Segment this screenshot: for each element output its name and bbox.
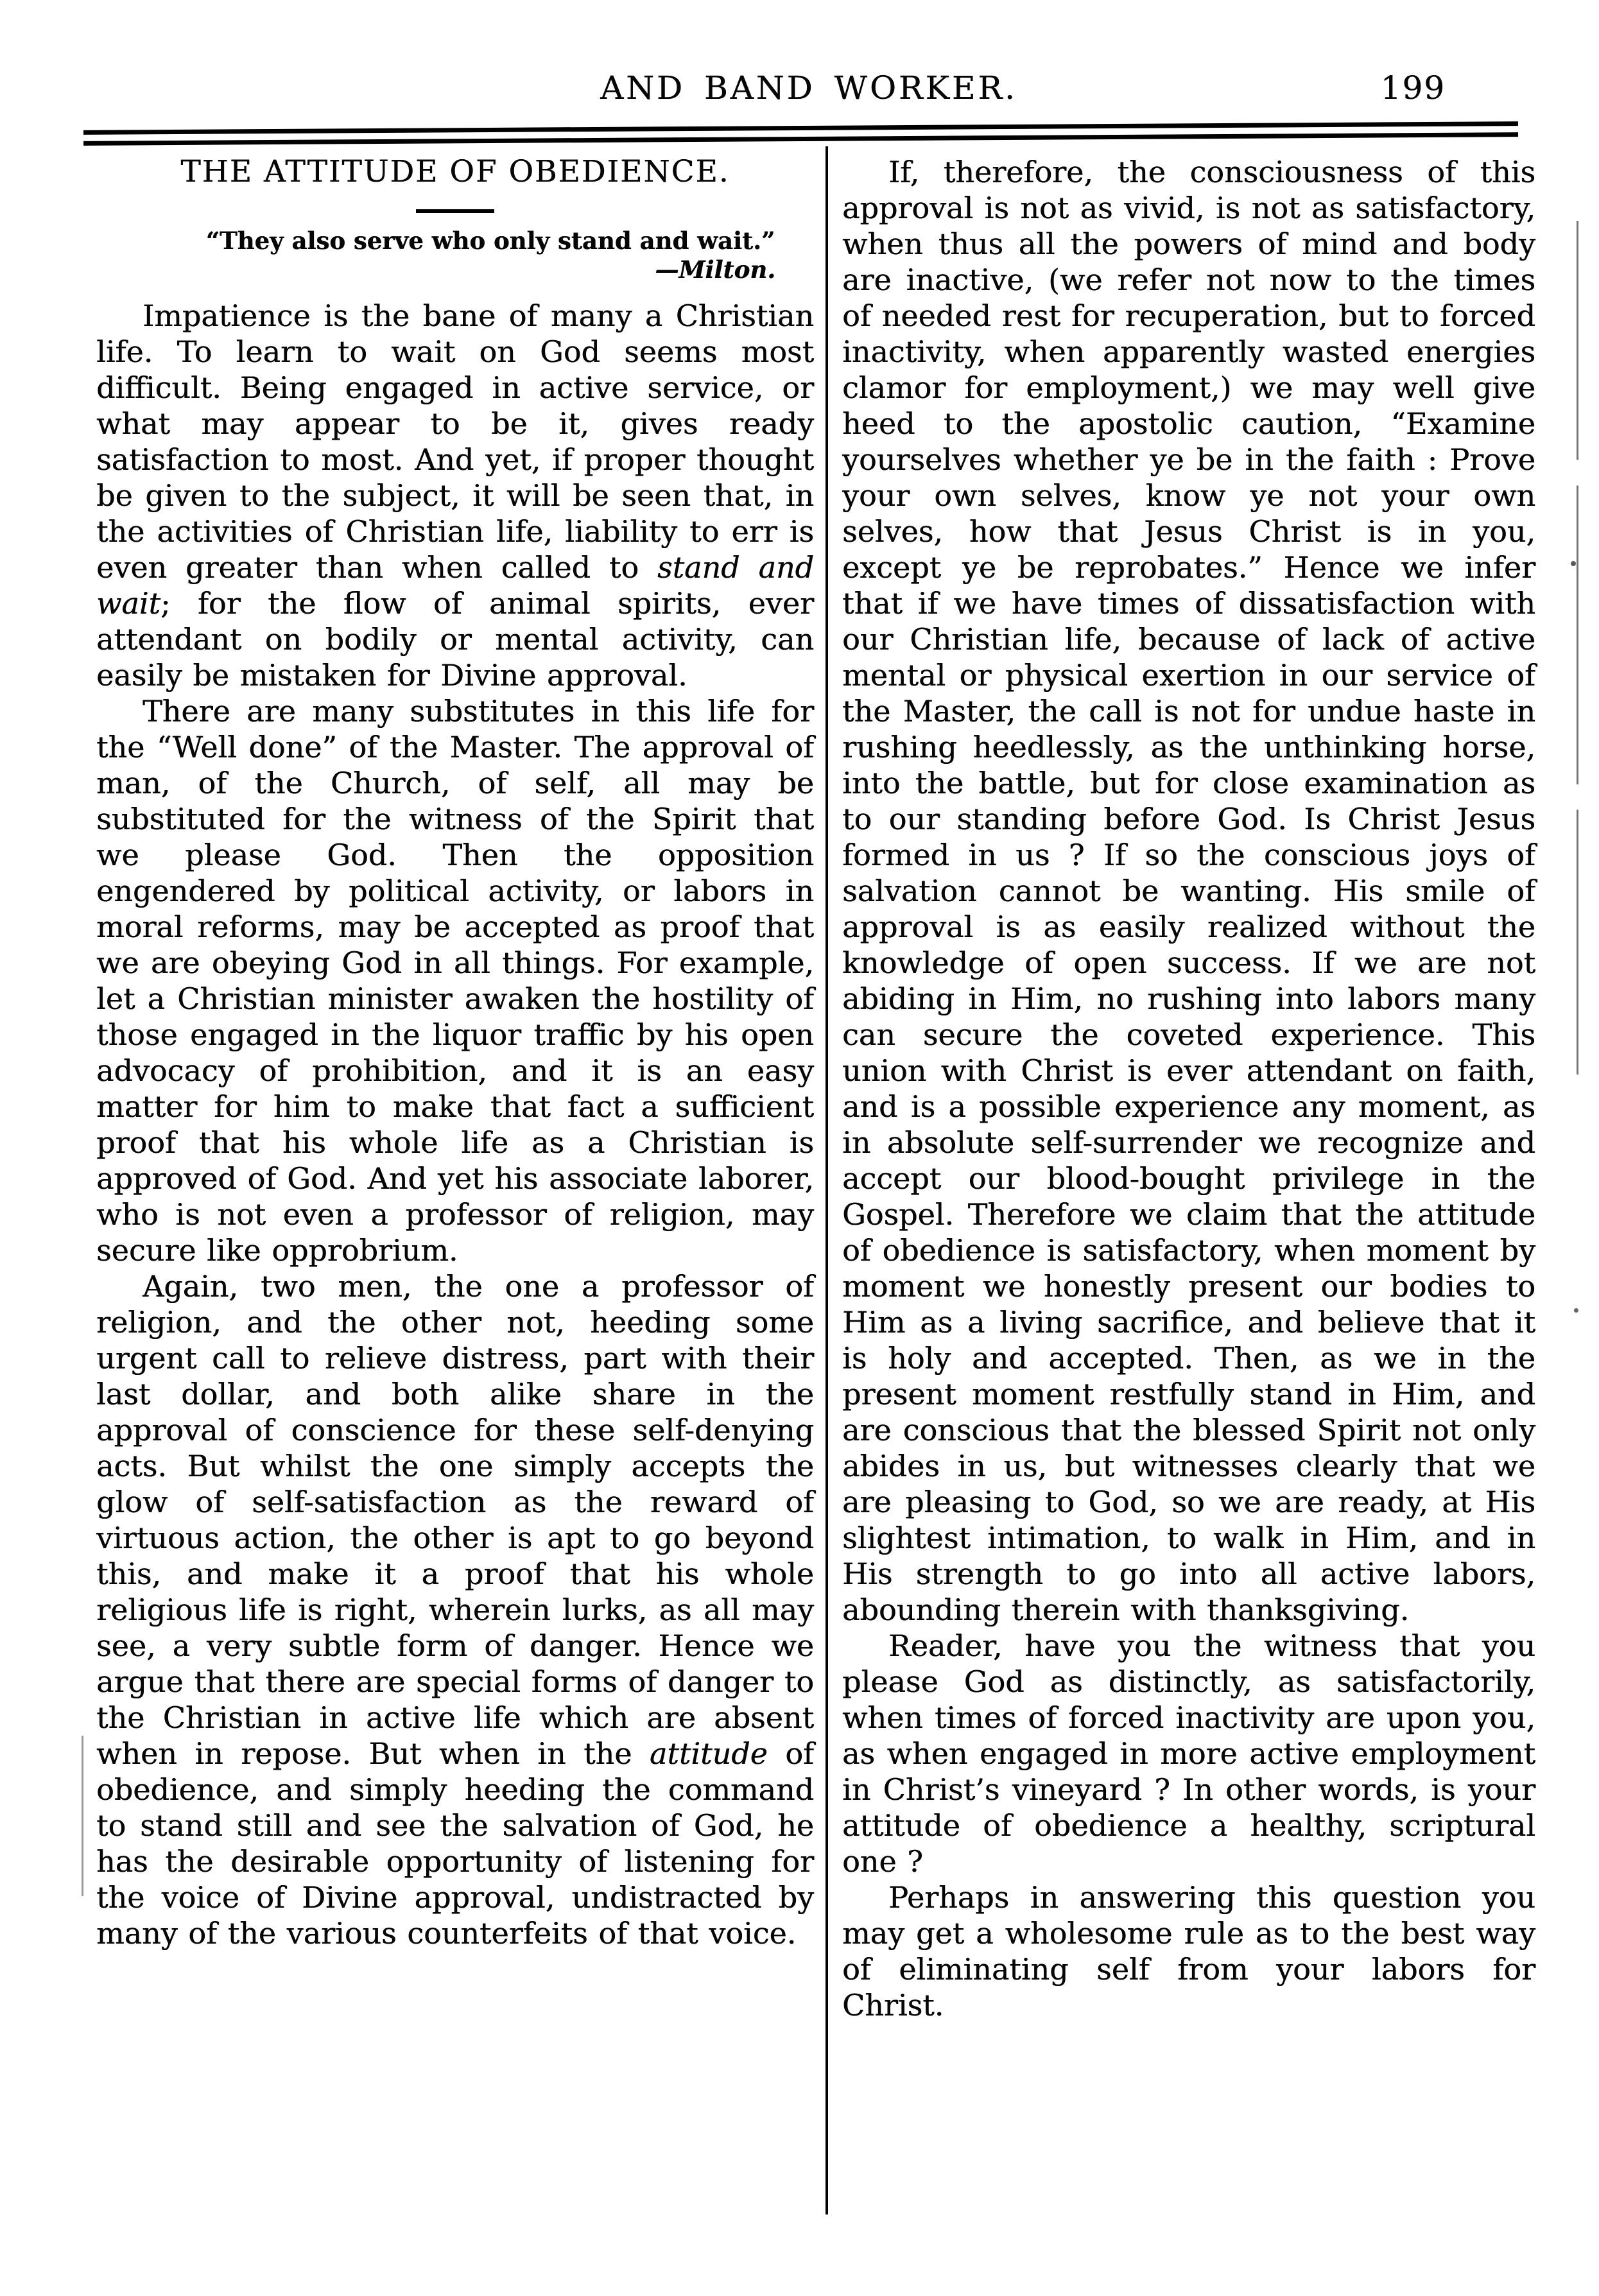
scan-artifact <box>1577 221 1578 1075</box>
text-run: If, therefore, the consciousness of this approval is not as vivid, is not as satisfactory, when thus all the powers of mind and body are inactive, (we refer not now to the times of needed rest for recuperation, but to forced inactivity, when apparently wasted energies clamor for employment,) we may well give heed to the apostolic caution, “Examine yourselves whether ye be in the faith : Prove your own selves, know ye not your own selves, how that Jesus Christ is in you, except ye be reprobates.” Hence we infer that if we have times of dissatisfaction with our Christian life, because of lack of active mental or physical exertion in our service of the Master, the call is not for undue haste in rushing heedlessly, as the unthinking horse, into the battle, but for close examination as to our standing before God. Is Christ Jesus formed in us ? If so the conscious joys of salvation cannot be wanting. His smile of approval is as easily realized without the knowledge of open success. If we are not abiding in Him, no rushing into labors many can secure the coveted experience. This union with Christ is ever attendant on faith, and is a possible experience any moment, as in absolute self-surrender we recognize and accept our blood-bought privilege in the Gospel. Therefore we claim that the attitude of obedience is satisfactory, when moment by moment we honestly present our bodies to Him as a living sacrifice, and believe that it is holy and accepted. Then, as we in the present moment restfully stand in Him, and are conscious that the blessed Spirit not only abides in us, but witnesses clearly that we are pleasing to God, so we are ready, at His slightest intimation, to walk in Him, and in His strength to go into all active labors, abounding therein with thanksgiving. <box>842 155 1535 1627</box>
epigraph-quote: “They also serve who only stand and wait.” <box>205 227 775 255</box>
scan-artifact <box>82 1736 83 1896</box>
text-run: Reader, have you the witness that you please God as distinctly, as satisfactorily, when times of forced inactivity are upon you, as when engaged in more active employment in Christ’s vineyard ? In other words, is your attitude of obedience a healthy, scriptural one ? <box>842 1628 1535 1879</box>
paragraph <box>842 1879 1535 2023</box>
page-header <box>83 69 1534 110</box>
left-column <box>96 154 814 1951</box>
right-column <box>842 154 1535 2023</box>
right-column-paragraphs <box>842 154 1535 2023</box>
title-rule <box>416 209 494 213</box>
article-title: THE ATTITUDE OF OBEDIENCE. <box>180 154 730 189</box>
rule-line <box>83 121 1518 135</box>
text-run: Perhaps in answering this question you may get a wholesome rule as to the best way of eliminating self from your labors for Christ. <box>842 1880 1535 2023</box>
paragraph <box>96 1268 814 1951</box>
running-title: AND BAND WORKER. <box>600 69 1017 107</box>
scan-artifact <box>1574 1308 1578 1313</box>
paragraph <box>96 298 814 693</box>
scan-artifact <box>1571 561 1576 566</box>
column-divider <box>825 146 828 2214</box>
text-run: ; for the flow of animal spirits, ever attendant on bodily or mental activity, can easily be mistaken for Divine approval. <box>96 586 814 693</box>
rule-line <box>83 132 1518 146</box>
paragraph <box>842 154 1535 1628</box>
italic-text-run: stand and wait <box>96 550 814 621</box>
paragraph <box>842 1628 1535 1879</box>
italic-text-run: attitude <box>649 1736 768 1771</box>
text-run: There are many substitutes in this life for the “Well done” of the Master. The approval of man, of the Church, of self, all may be substituted for the witness of the Spirit that we please God. Then the opposition engendered by political activity, or labors in moral reforms, may be accepted as proof that we are obeying God in all things. For example, let a Christian minister awaken the hostility of those engaged in the liquor traffic by his open advocacy of prohibition, and it is an easy matter for him to make that fact a sufficient proof that his whole life as a Christian is approved of God. And yet his associate laborer, who is not even a professor of religion, may secure like opprobrium. <box>96 694 814 1268</box>
text-run: of obedience, and simply heeding the command to stand still and see the salvation of God, he has the desirable opportunity of listening for the voice of Divine approval, undistracted by many of the various counterfeits of that voice. <box>96 1736 815 1951</box>
left-column-paragraphs <box>96 298 814 1951</box>
double-rule <box>83 121 1518 146</box>
paragraph <box>96 693 814 1268</box>
text-run: Impatience is the bane of many a Christian life. To learn to wait on God seems most difficult. Being engaged in active service, or what may appear to be it, gives ready satisfaction to most. And yet, if proper thought be given to the subject, it will be seen that, in the activities of Christian life, liability to err is even greater than when called to <box>96 298 814 585</box>
text-run: Again, two men, the one a professor of religion, and the other not, heeding some urgent call to relieve distress, part with their last dollar, and both alike share in the approval of conscience for these self-denying acts. But whilst the one simply accepts the glow of self-satisfaction as the reward of virtuous action, the other is apt to go beyond this, and make it a proof that his whole religious life is right, wherein lurks, as all may see, a very subtle form of danger. Hence we argue that there are special forms of danger to the Christian in active life which are absent when in repose. But when in the <box>96 1269 814 1771</box>
epigraph-attribution: —Milton. <box>655 255 775 284</box>
page-number: 199 <box>1380 69 1446 107</box>
epigraph <box>96 226 814 284</box>
